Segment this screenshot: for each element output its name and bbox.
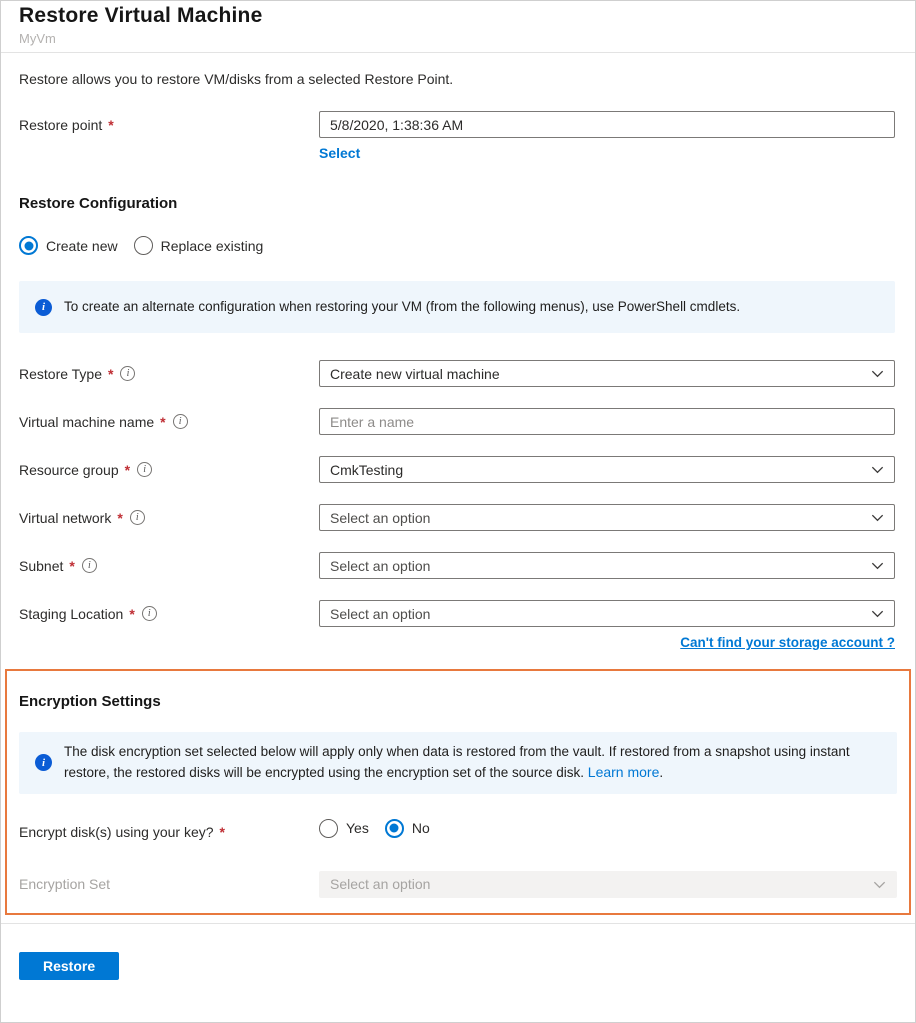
storage-account-help-link[interactable]: Can't find your storage account ? <box>680 635 895 650</box>
staging-location-row <box>19 600 895 627</box>
restore-button[interactable]: Restore <box>19 952 119 980</box>
page-title: Restore Virtual Machine <box>19 4 263 27</box>
encryption-info-banner <box>19 732 897 794</box>
required-asterisk: * <box>129 605 135 622</box>
restore-configuration-heading: Restore Configuration <box>19 195 178 212</box>
staging-location-label: Staging Location <box>19 605 124 622</box>
restore-type-dropdown[interactable]: Create new virtual machine <box>319 360 895 387</box>
chevron-down-icon <box>872 877 887 892</box>
required-asterisk: * <box>219 824 225 840</box>
encryption-settings-heading: Encryption Settings <box>19 693 161 710</box>
encrypt-radio-group <box>319 819 897 838</box>
encryption-set-row <box>19 871 897 898</box>
chevron-down-icon <box>870 510 885 525</box>
chevron-down-icon <box>870 366 885 381</box>
chevron-down-icon <box>870 462 885 477</box>
required-asterisk: * <box>108 365 114 382</box>
vm-name-row <box>19 408 895 435</box>
restore-point-label: Restore point <box>19 116 103 133</box>
restore-point-input[interactable] <box>319 111 895 138</box>
info-icon: i <box>35 299 52 316</box>
restore-type-label: Restore Type <box>19 365 103 382</box>
vm-name-input[interactable] <box>319 408 895 435</box>
resource-group-row <box>19 456 895 483</box>
info-tooltip-icon[interactable]: i <box>82 558 97 573</box>
virtual-network-dropdown[interactable]: Select an option <box>319 504 895 531</box>
encryption-set-label: Encryption Set <box>19 876 111 892</box>
restore-config-radio-group <box>19 236 895 255</box>
radio-selected-icon <box>385 819 404 838</box>
subnet-dropdown[interactable]: Select an option <box>319 552 895 579</box>
vm-name-label: Virtual machine name <box>19 413 155 430</box>
required-asterisk: * <box>124 461 131 478</box>
encryption-info-text: The disk encryption set selected below will apply only when data is restored from the vault. If restored from a snapshot using instant restore, the restored disks will be encrypted using the encryption set of the source disk. Learn more. <box>64 744 850 781</box>
page-subtitle: MyVm <box>19 31 56 46</box>
subnet-row <box>19 552 895 579</box>
info-tooltip-icon[interactable]: i <box>120 366 135 381</box>
encrypt-disks-row <box>19 819 897 846</box>
chevron-down-icon <box>870 558 885 573</box>
virtual-network-label: Virtual network <box>19 509 112 526</box>
powershell-info-text: To create an alternate configuration when restoring your VM (from the following menus), use PowerShell cmdlets. <box>64 298 741 314</box>
encryption-settings-section <box>5 669 911 915</box>
learn-more-link[interactable]: Learn more <box>587 764 660 781</box>
radio-unselected-icon <box>319 819 338 838</box>
radio-replace-existing[interactable]: Replace existing <box>134 236 264 255</box>
info-tooltip-icon[interactable]: i <box>173 414 188 429</box>
powershell-info-banner <box>19 281 895 333</box>
staging-location-dropdown[interactable]: Select an option <box>319 600 895 627</box>
blade-footer <box>1 924 915 980</box>
info-tooltip-icon[interactable]: i <box>130 510 145 525</box>
radio-unselected-icon <box>134 236 153 255</box>
chevron-down-icon <box>870 606 885 621</box>
required-asterisk: * <box>160 413 166 430</box>
required-asterisk: * <box>69 557 75 574</box>
restore-point-row <box>19 111 895 161</box>
encryption-set-dropdown: Select an option <box>319 871 897 898</box>
required-asterisk: * <box>108 116 114 133</box>
restore-type-row <box>19 360 895 387</box>
blade-header <box>1 1 915 52</box>
radio-encrypt-yes[interactable]: Yes <box>319 819 369 838</box>
radio-encrypt-no[interactable]: No <box>385 819 430 838</box>
virtual-network-row <box>19 504 895 531</box>
required-asterisk: * <box>117 509 123 526</box>
resource-group-dropdown[interactable]: CmkTesting <box>319 456 895 483</box>
encrypt-disks-label: Encrypt disk(s) using your key? <box>19 824 214 840</box>
info-tooltip-icon[interactable]: i <box>142 606 157 621</box>
info-icon: i <box>35 754 52 771</box>
header-divider <box>1 52 915 53</box>
subnet-label: Subnet <box>19 557 64 574</box>
resource-group-label: Resource group <box>19 461 119 478</box>
intro-text: Restore allows you to restore VM/disks from a selected Restore Point. <box>19 71 454 87</box>
info-tooltip-icon[interactable]: i <box>137 462 152 477</box>
radio-selected-icon <box>19 236 38 255</box>
radio-create-new[interactable]: Create new <box>19 236 118 255</box>
select-restore-point-link[interactable]: Select <box>319 145 361 161</box>
